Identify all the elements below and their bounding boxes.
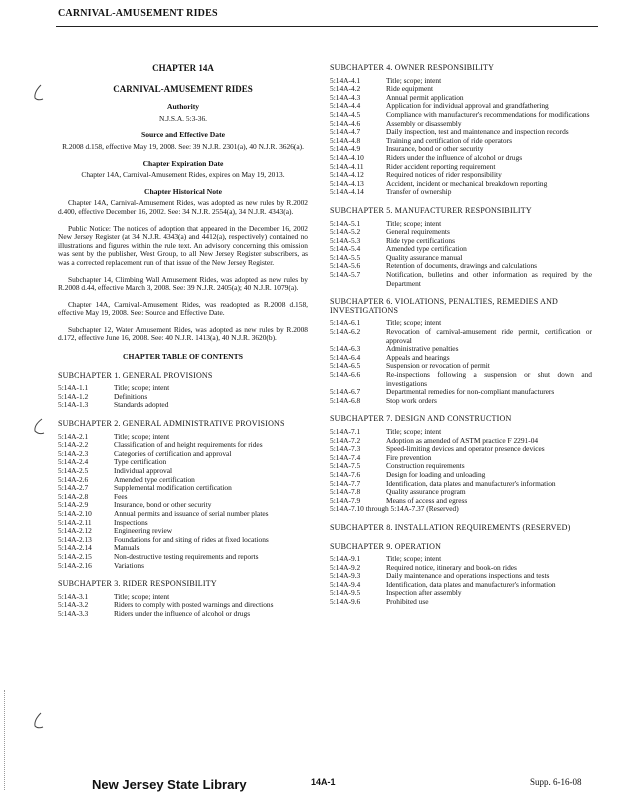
section-title: Variations [114, 560, 144, 570]
section-number: 5:14A-9.3 [330, 571, 361, 581]
toc-entry [330, 589, 592, 598]
section-number: 5:14A-7.6 [330, 469, 361, 479]
history-paragraph: Subchapter 12, Water Amusement Rides, was adopted as new rules by R.2008 d.172, effective June 16, 2008. See: 40 N.J.R. 1413(a), 40 N.J.R. 3620(b). [58, 324, 308, 343]
section-number: 5:14A-4.12 [330, 170, 364, 180]
section-title: Fire prevention [386, 452, 432, 462]
section-title: Prohibited use [386, 597, 429, 607]
section-title: Title; scope; intent [386, 218, 442, 228]
chapter-name: CARNIVAL-AMUSEMENT RIDES [113, 83, 253, 94]
section-number: 5:14A-5.7 [330, 270, 361, 280]
toc-entry [330, 220, 592, 229]
section-title: Inspections [114, 517, 148, 527]
section-number: 5:14A-7.7 [330, 478, 361, 488]
toc-entry [330, 328, 592, 345]
section-number: 5:14A-5.5 [330, 252, 361, 262]
section-title: Training and certification of ride operators [386, 135, 512, 145]
section-number: 5:14A-2.3 [58, 448, 89, 458]
section-title: Standards adopted [114, 400, 169, 410]
section-title: Title; scope; intent [386, 318, 442, 328]
toc-heading: CHAPTER TABLE OF CONTENTS [123, 352, 243, 362]
toc-entry [330, 271, 592, 288]
section-number: 5:14A-9.5 [330, 588, 361, 598]
subchapter-section-list [58, 384, 308, 410]
section-number: 5:14A-4.4 [330, 101, 361, 111]
section-title: Adoption as amended of ASTM practice F 2291-04 [386, 435, 539, 445]
section-number: 5:14A-2.10 [58, 508, 92, 518]
section-title: Ride type certifications [386, 235, 455, 245]
section-title: Design for loading and unloading [386, 469, 486, 479]
section-title: Suspension or revocation of permit [386, 361, 490, 371]
right-column [330, 64, 592, 613]
section-number: 5:14A-6.4 [330, 352, 361, 362]
section-title: Type certification [114, 457, 167, 467]
section-number: 5:14A-6.8 [330, 395, 361, 405]
toc-entry [330, 228, 592, 237]
section-title: Transfer of ownership [386, 187, 452, 197]
section-title: Supplemental modification certification [114, 483, 232, 493]
chapter-number: CHAPTER 14A [152, 63, 214, 73]
section-number: 5:14A-7.3 [330, 444, 361, 454]
toc-entry [330, 397, 592, 406]
section-title: Speed-limiting devices and operator presence devices [386, 444, 545, 454]
section-title: Fees [114, 491, 128, 501]
toc-entry [330, 77, 592, 86]
section-title: Definitions [114, 391, 148, 401]
running-header: CARNIVAL-AMUSEMENT RIDES [58, 8, 218, 19]
section-title: Title; scope; intent [386, 554, 442, 564]
toc-entry [58, 519, 308, 528]
history-paragraph: Chapter 14A, Carnival-Amusement Rides, was readopted as R.2008 d.158, effective May 19, 2008. See: Source and Effective Date. [58, 299, 308, 318]
section-number: 5:14A-5.2 [330, 227, 361, 237]
source-text: R.2008 d.158, effective May 19, 2008. See: 39 N.J.R. 2301(a), 40 N.J.R. 3626(a). [62, 141, 304, 151]
toc-entry [330, 180, 592, 189]
toc-entry [58, 393, 308, 402]
section-number: 5:14A-4.5 [330, 109, 361, 119]
section-number: 5:14A-4.11 [330, 161, 364, 171]
section-title: Insurance, bond or other security [114, 500, 212, 510]
section-number: 5:14A-6.6 [330, 370, 361, 379]
section-title: Required notices of rider responsibility [386, 170, 502, 180]
section-title: Quality assurance manual [386, 252, 463, 262]
section-title: Appeals and hearings [386, 352, 450, 362]
section-title: Foundations for and siting of rides at fixed locations [114, 534, 269, 544]
toc-entry [58, 401, 308, 410]
section-number: 5:14A-7.1 [330, 426, 361, 436]
section-title: Amended type certification [386, 244, 467, 254]
toc-entry [58, 384, 308, 393]
section-title: Insurance, bond or other security [386, 144, 484, 154]
section-number: 5:14A-4.2 [330, 84, 361, 94]
section-number: 5:14A-2.7 [58, 483, 89, 493]
section-number: 5:14A-9.4 [330, 579, 361, 589]
toc-entry [58, 450, 308, 459]
section-number: 5:14A-2.4 [58, 457, 89, 467]
authority-heading: Authority [166, 102, 200, 112]
section-number: 5:14A-7.2 [330, 435, 361, 445]
section-title: Daily inspection, test and maintenance and inspection records [386, 127, 569, 137]
section-title: Identification, data plates and manufacturer's information [386, 579, 556, 589]
section-number: 5:14A-7.5 [330, 461, 361, 471]
section-title: 5:14A-7.10 through 5:14A-7.37 (Reserved) [330, 504, 459, 514]
section-title: General requirements [386, 227, 450, 237]
section-title: Manuals [114, 543, 140, 553]
margin-mark [32, 84, 46, 100]
margin-mark [32, 418, 46, 434]
history-paragraph: Subchapter 14, Climbing Wall Amusement Rides, was adopted as new rules by R.2008 d.44, effective March 3, 2008. See: 39 N.J.R. 2405(a); 40 N.J.R. 1079(a). [58, 274, 308, 293]
section-title: Riders under the influence of alcohol or drugs [386, 152, 523, 162]
section-number: 5:14A-4.8 [330, 135, 361, 145]
source-heading: Source and Effective Date [140, 130, 225, 140]
subchapter-heading: SUBCHAPTER 9. OPERATION [330, 541, 442, 551]
section-number: 5:14A-2.8 [58, 491, 89, 501]
section-title: Title; scope; intent [386, 426, 442, 436]
subchapter-section-list [330, 555, 592, 607]
section-title: Notification, bulletins and other information as required by the Department [386, 270, 592, 288]
section-number: 5:14A-2.16 [58, 560, 92, 570]
section-number: 5:14A-1.3 [58, 400, 89, 410]
toc-entry [58, 610, 308, 619]
subchapter-heading: SUBCHAPTER 6. VIOLATIONS, PENALTIES, REMEDIES AND INVESTIGATIONS [330, 297, 559, 315]
section-number: 5:14A-2.9 [58, 500, 89, 510]
section-title: Required notice, itinerary and book-on rides [386, 562, 517, 572]
section-title: Riders to comply with posted warnings and directions [114, 600, 274, 610]
left-column [58, 64, 308, 625]
section-number: 5:14A-6.1 [330, 318, 361, 328]
section-title: Title; scope; intent [114, 431, 170, 441]
section-number: 5:14A-4.13 [330, 178, 364, 188]
section-number: 5:14A-7.4 [330, 452, 361, 462]
section-number: 5:14A-2.11 [58, 517, 92, 527]
section-number: 5:14A-4.14 [330, 187, 364, 197]
toc-left [58, 372, 308, 619]
section-title: Identification, data plates and manufacturer's information [386, 478, 556, 488]
section-number: 5:14A-4.1 [330, 75, 361, 85]
toc-entry [330, 371, 592, 388]
toc-entry [58, 553, 308, 562]
section-title: Construction requirements [386, 461, 465, 471]
expiration-heading: Chapter Expiration Date [142, 158, 224, 168]
subchapter-heading: SUBCHAPTER 8. INSTALLATION REQUIREMENTS (RESERVED) [330, 522, 571, 532]
section-number: 5:14A-3.1 [58, 591, 89, 601]
subchapter-section-list [58, 433, 308, 571]
subchapter-heading: SUBCHAPTER 1. GENERAL PROVISIONS [58, 370, 213, 380]
authority-text: N.J.S.A. 5:3-36. [158, 113, 208, 123]
expiration-text: Chapter 14A, Carnival-Amusement Rides, expires on May 19, 2013. [81, 170, 285, 180]
section-number: 5:14A-9.6 [330, 597, 361, 607]
section-number: 5:14A-6.2 [330, 327, 361, 337]
library-logo: New Jersey State Library [92, 777, 247, 792]
header-rule [56, 26, 598, 27]
section-title: Engineering review [114, 526, 173, 536]
toc-entry [330, 188, 592, 197]
subchapter-section-list [58, 593, 308, 619]
section-number: 5:14A-5.6 [330, 261, 361, 271]
section-title: Compliance with manufacturer's recommendations for modifications [386, 109, 590, 119]
section-title: Title; scope; intent [386, 75, 442, 85]
section-title: Assembly or disassembly [386, 118, 462, 128]
history-paragraph: Public Notice: The notices of adoption that appeared in the December 16, 2002 New Jersey Register (at 34 N.J.R. 4343(a) and 4412(a), respectively) contained no illustrations and figures within the rule text. An advisory concerning this omission was sent by the publisher, West Group, to all New Jersey Register subscribers, as was a corrected replacement run of that issue of the New Jersey Register. [58, 223, 308, 267]
subchapter-section-list [330, 319, 592, 405]
section-number: 5:14A-7.9 [330, 495, 361, 505]
section-title: Inspection after assembly [386, 588, 462, 598]
history-heading: Chapter Historical Note [144, 186, 222, 196]
toc-entry [330, 345, 592, 354]
toc-entry [330, 598, 592, 607]
section-number: 5:14A-5.1 [330, 218, 361, 228]
section-title: Retention of documents, drawings and calculations [386, 261, 538, 271]
section-title: Individual approval [114, 466, 173, 475]
toc-entry [58, 458, 308, 467]
section-title: Accident, incident or mechanical breakdown reporting [386, 178, 548, 188]
section-title: Title; scope; intent [114, 383, 170, 393]
toc-entry [330, 445, 592, 454]
section-number: 5:14A-4.3 [330, 92, 361, 102]
section-title: Rider accident reporting requirement [386, 161, 496, 171]
section-number: 5:14A-9.2 [330, 562, 361, 572]
toc-entry [58, 536, 308, 545]
section-number: 5:14A-9.1 [330, 554, 361, 564]
section-number: 5:14A-3.3 [58, 608, 89, 618]
section-title: Amended type certification [114, 474, 195, 484]
toc-entry [58, 510, 308, 519]
section-number: 5:14A-6.7 [330, 387, 361, 397]
section-title: Quality assurance program [386, 487, 466, 497]
subchapter-heading: SUBCHAPTER 3. RIDER RESPONSIBILITY [58, 579, 217, 589]
section-number: 5:14A-4.9 [330, 144, 361, 154]
supplement-date: Supp. 6-16-08 [530, 777, 582, 787]
section-title: Non-destructive testing requirements and reports [114, 551, 259, 561]
section-number: 5:14A-1.2 [58, 391, 89, 401]
history-paragraph: Chapter 14A, Carnival-Amusement Rides, was adopted as new rules by R.2002 d.400, effective December 16, 2002. See: 34 N.J.R. 2554(a), 34 N.J.R. 4343(a). [58, 198, 308, 216]
section-title: Ride equipment [386, 84, 434, 94]
subchapter-section-list [330, 77, 592, 197]
section-number: 5:14A-2.13 [58, 534, 92, 544]
page-number: 14A-1 [311, 777, 336, 787]
section-number: 5:14A-5.4 [330, 244, 361, 254]
section-title: Categories of certification and approval [114, 448, 232, 458]
section-number: 5:14A-2.1 [58, 431, 89, 441]
section-number: 5:14A-4.6 [330, 118, 361, 128]
subchapter-heading: SUBCHAPTER 5. MANUFACTURER RESPONSIBILITY [330, 205, 532, 215]
toc-entry [330, 505, 592, 514]
section-title: Means of access and egress [386, 495, 468, 505]
toc-entry [58, 562, 308, 571]
section-number: 5:14A-4.10 [330, 152, 364, 162]
section-title: Application for individual approval and grandfathering [386, 101, 549, 111]
section-title: Departmental remedies for non-compliant manufacturers [386, 387, 555, 397]
section-number: 5:14A-2.15 [58, 551, 92, 561]
subchapter-section-list [330, 428, 592, 514]
section-title: Daily maintenance and operations inspections and tests [386, 571, 550, 581]
section-title: Re-inspections following a suspension or shut down and investigations [386, 370, 592, 388]
subchapter-heading: SUBCHAPTER 7. DESIGN AND CONSTRUCTION [330, 414, 512, 424]
margin-mark [32, 712, 46, 728]
toc-entry [58, 484, 308, 493]
section-number: 5:14A-2.6 [58, 474, 89, 484]
section-number: 5:14A-3.2 [58, 600, 89, 610]
section-title: Annual permit application [386, 92, 464, 102]
section-number: 5:14A-6.5 [330, 361, 361, 371]
section-title: Riders under the influence of alcohol or drugs [114, 608, 251, 618]
subchapter-section-list [330, 220, 592, 289]
section-number: 5:14A-4.7 [330, 127, 361, 137]
section-number: 5:14A-5.3 [330, 235, 361, 245]
subchapter-heading: SUBCHAPTER 4. OWNER RESPONSIBILITY [330, 63, 495, 72]
toc-entry [330, 388, 592, 397]
section-title: Stop work orders [386, 395, 437, 405]
subchapter-heading: SUBCHAPTER 2. GENERAL ADMINISTRATIVE PROVISIONS [58, 419, 285, 429]
section-number: 5:14A-2.14 [58, 543, 92, 553]
page-edge-dots [4, 690, 7, 790]
section-number: 5:14A-2.2 [58, 440, 89, 450]
section-title: Administrative penalties [386, 344, 459, 354]
section-number: 5:14A-2.12 [58, 526, 92, 536]
section-number: 5:14A-2.5 [58, 466, 89, 475]
section-title: Revocation of carnival-amusement ride permit, certification or approval [386, 327, 592, 345]
section-title: Title; scope; intent [114, 591, 170, 601]
section-title: Annual permits and issuance of serial number plates [114, 508, 269, 518]
section-number: 5:14A-6.3 [330, 344, 361, 354]
section-number: 5:14A-1.1 [58, 383, 89, 393]
toc-right [330, 64, 592, 607]
section-title: Classification of and height requirements for rides [114, 440, 263, 450]
section-number: 5:14A-7.8 [330, 487, 361, 497]
